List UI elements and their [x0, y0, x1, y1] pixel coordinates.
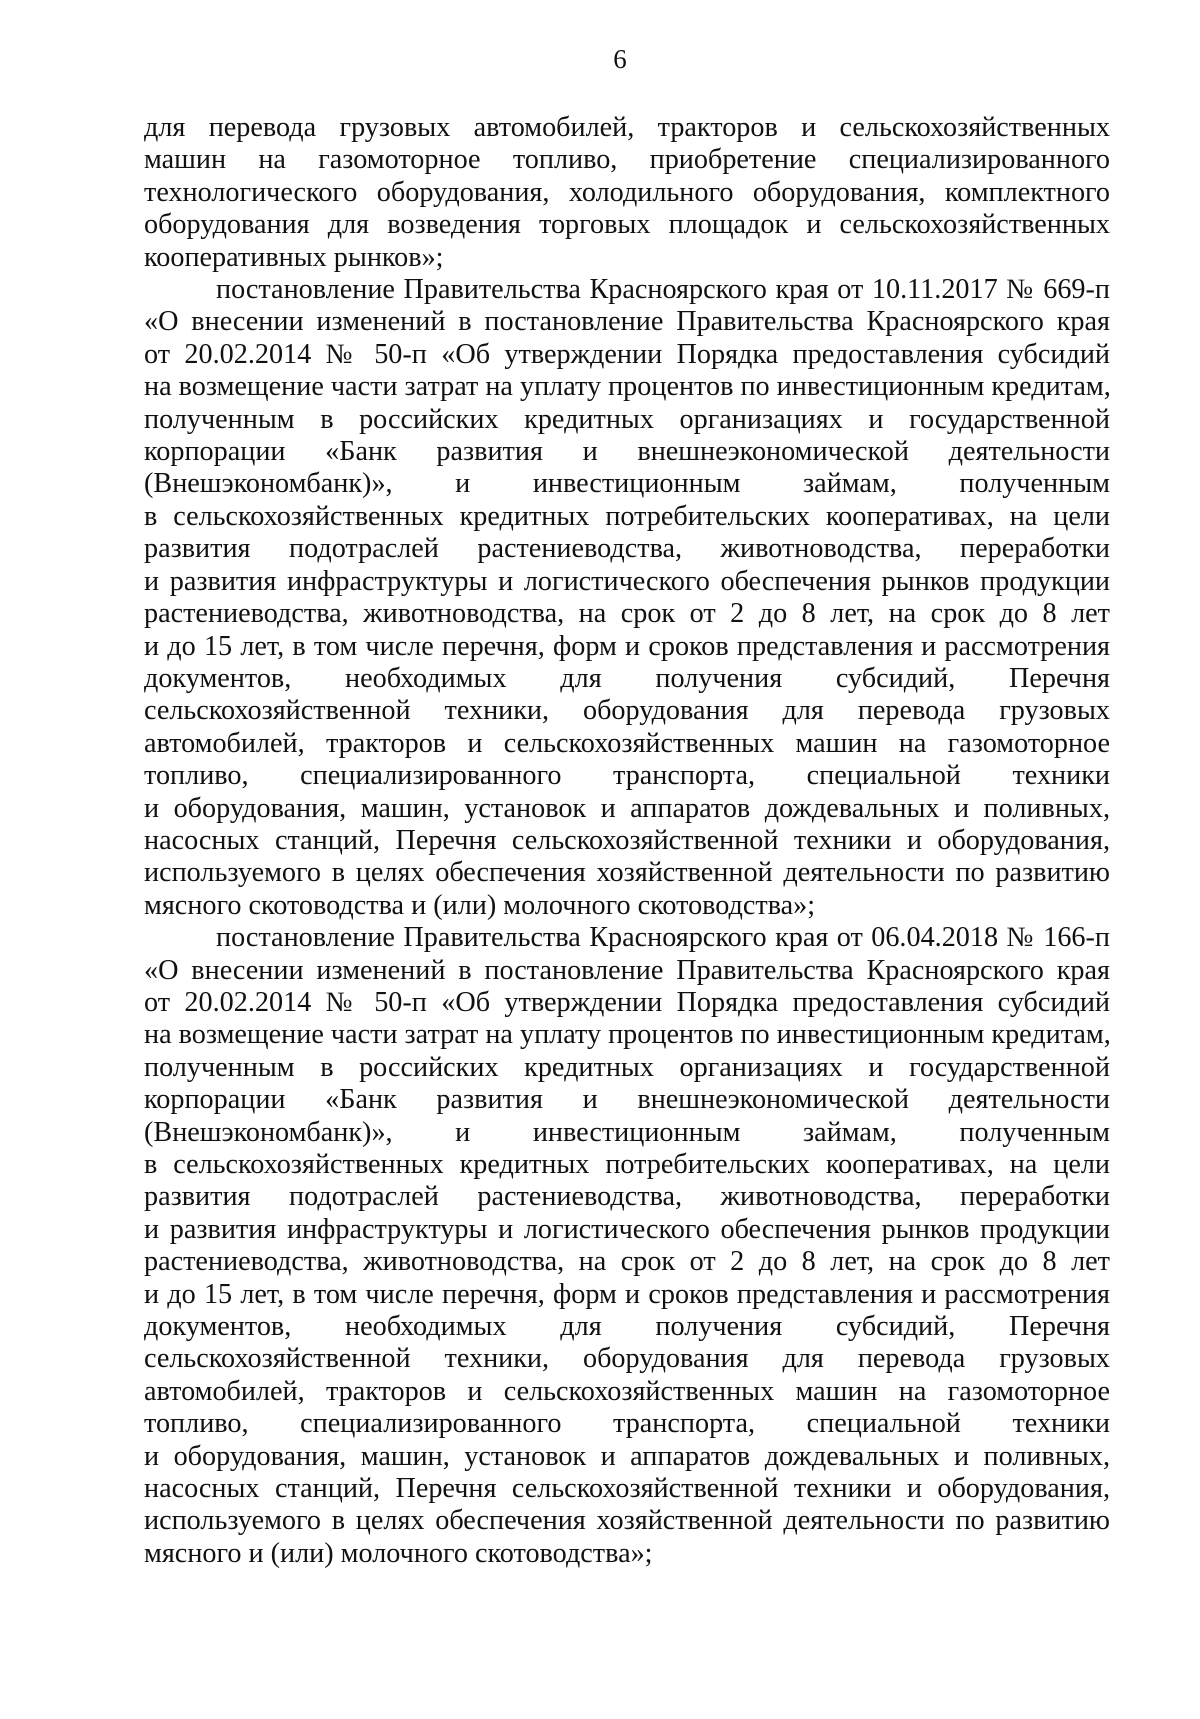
paragraph	[144, 112, 1110, 274]
text-line: (Внешэкономбанк)», и инвестиционным займам, полученным	[144, 1116, 1110, 1148]
text-line: топливо, специализированного транспорта, специальной техники	[144, 760, 1110, 792]
text-line: мясного и (или) молочного скотоводства»;	[144, 1537, 653, 1569]
text-line: полученным в российских кредитных организациях и государственной	[144, 1051, 1110, 1083]
text-line: технологического оборудования, холодильного оборудования, комплектного	[144, 176, 1110, 208]
document-body	[144, 112, 1110, 1570]
text-line: от 20.02.2014 № 50-п «Об утверждении Порядка предоставления субсидий	[144, 338, 1110, 370]
text-line: и до 15 лет, в том числе перечня, форм и сроков представления и рассмотрения	[144, 1278, 1110, 1310]
text-line: кооперативных рынков»;	[144, 241, 444, 273]
text-line: (Внешэкономбанк)», и инвестиционным займам, полученным	[144, 468, 1110, 500]
text-line: документов, необходимых для получения субсидий, Перечня	[144, 662, 1110, 694]
text-line: и оборудования, машин, установок и аппаратов дождевальных и поливных,	[144, 792, 1110, 824]
text-line: и оборудования, машин, установок и аппаратов дождевальных и поливных,	[144, 1440, 1110, 1472]
text-line: растениеводства, животноводства, на срок от 2 до 8 лет, на срок до 8 лет	[144, 1246, 1110, 1278]
paragraph	[144, 922, 1110, 1570]
text-line: машин на газомоторное топливо, приобретение специализированного	[144, 144, 1110, 176]
text-line: для перевода грузовых автомобилей, тракторов и сельскохозяйственных	[144, 112, 1110, 143]
text-line: насосных станций, Перечня сельскохозяйственной техники и оборудования,	[144, 824, 1110, 856]
text-line: развития подотраслей растениеводства, животноводства, переработки	[144, 1181, 1110, 1213]
text-line: автомобилей, тракторов и сельскохозяйственных машин на газомоторное	[144, 727, 1110, 759]
text-line: используемого в целях обеспечения хозяйственной деятельности по развитию	[144, 857, 1110, 889]
text-line: «О внесении изменений в постановление Правительства Красноярского края	[144, 306, 1110, 338]
text-line: «О внесении изменений в постановление Правительства Красноярского края	[144, 954, 1110, 986]
text-line: топливо, специализированного транспорта, специальной техники	[144, 1408, 1110, 1440]
text-line: корпорации «Банк развития и внешнеэкономической деятельности	[144, 436, 1110, 468]
text-line: полученным в российских кредитных организациях и государственной	[144, 403, 1110, 435]
text-line: в сельскохозяйственных кредитных потребительских кооперативах, на цели	[144, 500, 1110, 532]
text-line: развития подотраслей растениеводства, животноводства, переработки	[144, 533, 1110, 565]
text-line: в сельскохозяйственных кредитных потребительских кооперативах, на цели	[144, 1149, 1110, 1180]
text-line: автомобилей, тракторов и сельскохозяйственных машин на газомоторное	[144, 1375, 1110, 1407]
text-line: постановление Правительства Красноярского края от 06.04.2018 № 166-п	[216, 922, 1110, 954]
text-line: сельскохозяйственной техники, оборудования для перевода грузовых	[144, 1343, 1110, 1375]
text-line: насосных станций, Перечня сельскохозяйственной техники и оборудования,	[144, 1473, 1110, 1505]
text-line: и развития инфраструктуры и логистического обеспечения рынков продукции	[144, 1213, 1110, 1245]
text-line: используемого в целях обеспечения хозяйственной деятельности по развитию	[144, 1505, 1110, 1537]
text-line: постановление Правительства Красноярского края от 10.11.2017 № 669-п	[216, 274, 1110, 306]
text-line: и до 15 лет, в том числе перечня, форм и сроков представления и рассмотрения	[144, 630, 1110, 662]
text-line: растениеводства, животноводства, на срок от 2 до 8 лет, на срок до 8 лет	[144, 598, 1110, 630]
text-line: от 20.02.2014 № 50-п «Об утверждении Порядка предоставления субсидий	[144, 986, 1110, 1018]
text-line: на возмещение части затрат на уплату процентов по инвестиционным кредитам,	[144, 1019, 1111, 1051]
text-line: мясного скотоводства и (или) молочного скотоводства»;	[144, 889, 816, 921]
text-line: и развития инфраструктуры и логистического обеспечения рынков продукции	[144, 565, 1110, 597]
text-line: оборудования для возведения торговых площадок и сельскохозяйственных	[144, 209, 1110, 241]
paragraph	[144, 274, 1110, 922]
text-line: сельскохозяйственной техники, оборудования для перевода грузовых	[144, 695, 1110, 727]
text-line: корпорации «Банк развития и внешнеэкономической деятельности	[144, 1084, 1110, 1116]
page-number: 6	[613, 44, 627, 74]
text-line: документов, необходимых для получения субсидий, Перечня	[144, 1311, 1110, 1343]
text-line: на возмещение части затрат на уплату процентов по инвестиционным кредитам,	[144, 371, 1111, 403]
